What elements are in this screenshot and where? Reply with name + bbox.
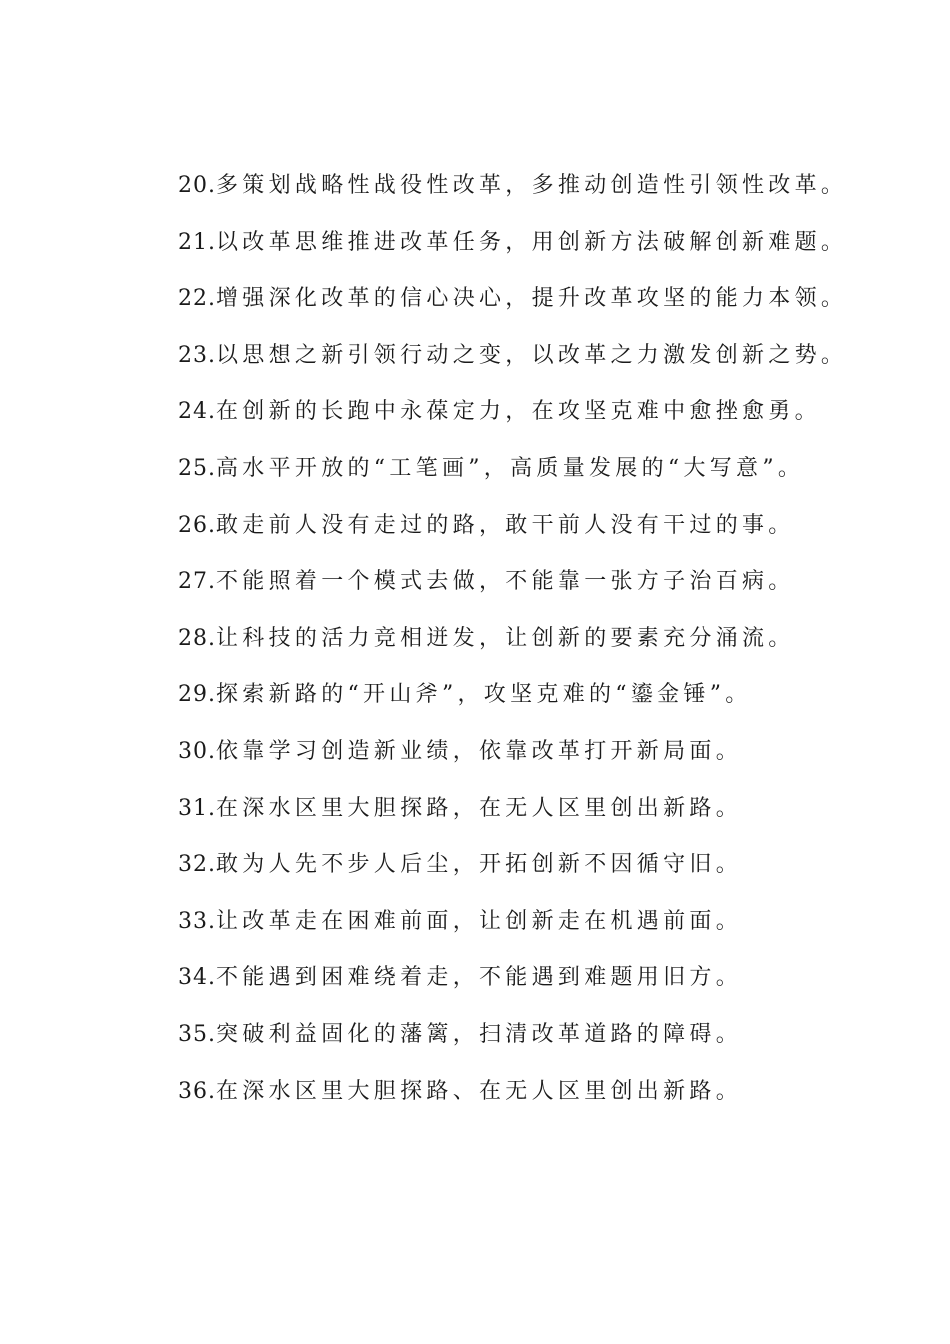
list-item [178,271,878,328]
item-number: 24. [178,399,216,425]
list-item [178,781,878,838]
list-item [178,441,878,498]
item-number: 29. [178,682,216,708]
item-text: 让改革走在困难前面，让创新走在机遇前面。 [216,908,743,934]
item-text: 增强深化改革的信心决心，提升改革攻坚的能力本领。 [216,286,848,312]
list-item [178,498,878,555]
item-text: 不能遇到困难绕着走，不能遇到难题用旧方。 [216,965,743,991]
item-text: 多策划战略性战役性改革，多推动创造性引领性改革。 [216,173,848,198]
item-text: 在深水区里大胆探路，在无人区里创出新路。 [216,795,743,821]
list-item [178,384,878,441]
item-number: 36. [178,1078,216,1104]
list-item [178,724,878,781]
list-item [178,215,878,272]
item-text: 让科技的活力竞相迸发，让创新的要素充分涌流。 [216,625,795,651]
item-text: 高水平开放的“工笔画”，高质量发展的“大写意”。 [216,455,805,481]
item-text: 依靠学习创造新业绩，依靠改革打开新局面。 [216,738,743,764]
list-item [178,667,878,724]
item-number: 20. [178,173,216,198]
item-number: 27. [178,569,216,595]
item-number: 31. [178,795,216,821]
item-text: 不能照着一个模式去做，不能靠一张方子治百病。 [216,569,795,595]
item-number: 25. [178,455,216,481]
list-item [178,1064,878,1121]
list-item [178,894,878,951]
item-text: 以改革思维推进改革任务，用创新方法破解创新难题。 [216,229,848,255]
item-number: 28. [178,625,216,651]
item-number: 26. [178,512,216,538]
item-number: 23. [178,342,216,368]
item-text: 敢为人先不步人后尘，开拓创新不因循守旧。 [216,852,743,878]
list-item [178,950,878,1007]
item-text: 突破利益固化的藩篱，扫清改革道路的障碍。 [216,1021,743,1047]
numbered-phrase-list [178,158,878,1120]
item-number: 22. [178,286,216,312]
item-text: 探索新路的“开山斧”，攻坚克难的“鎏金锤”。 [216,682,752,708]
item-number: 32. [178,852,216,878]
item-text: 敢走前人没有走过的路，敢干前人没有干过的事。 [216,512,795,538]
item-text: 在创新的长跑中永葆定力，在攻坚克难中愈挫愈勇。 [216,399,821,425]
list-item [178,611,878,668]
item-number: 33. [178,908,216,934]
list-item [178,554,878,611]
list-item [178,837,878,894]
item-text: 以思想之新引领行动之变，以改革之力激发创新之势。 [216,342,848,368]
item-number: 35. [178,1021,216,1047]
item-text: 在深水区里大胆探路、在无人区里创出新路。 [216,1078,743,1104]
item-number: 34. [178,965,216,991]
list-item [178,158,878,215]
item-number: 30. [178,738,216,764]
list-item [178,328,878,385]
list-item [178,1007,878,1064]
item-number: 21. [178,229,216,255]
